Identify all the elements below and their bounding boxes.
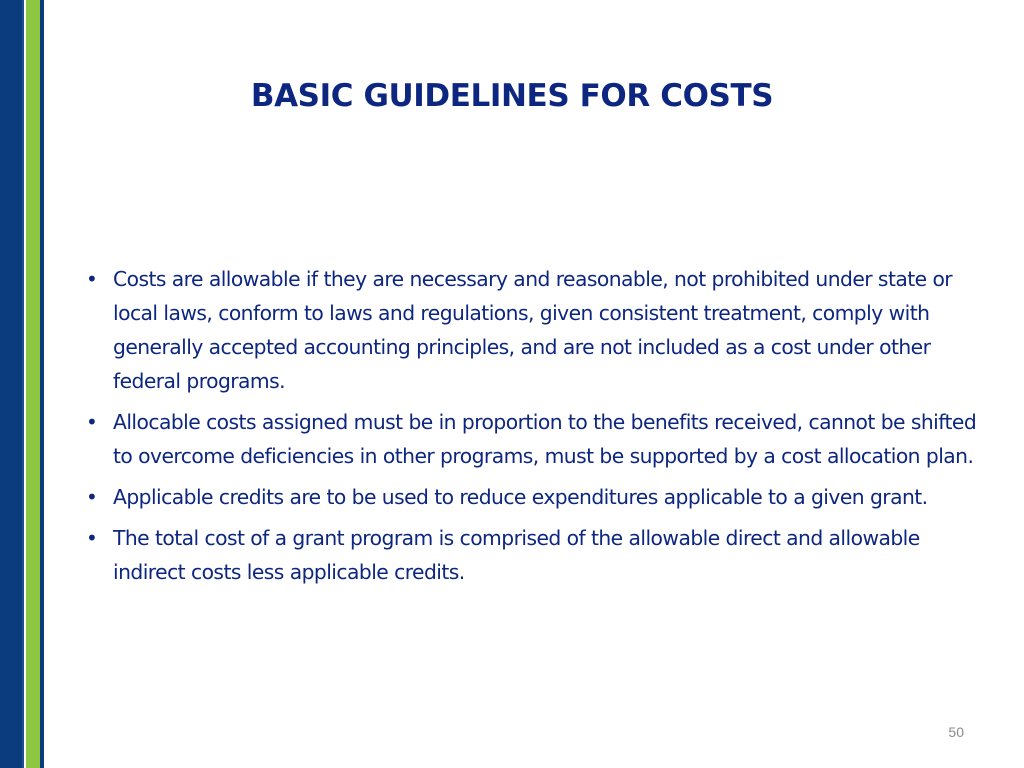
bullet-marker: • <box>86 410 98 434</box>
bullet-list <box>86 262 986 596</box>
left-accent-bar-green <box>26 0 40 768</box>
bullet-marker: • <box>86 267 98 291</box>
bullet-marker: • <box>86 526 98 550</box>
bullet-text: Costs are allowable if they are necessary and reasonable, not prohibited under state or local laws, conform to laws and regulations, given consistent treatment, comply with generally accepted accounting principles, and are not included as a cost under other federal programs. <box>113 267 953 393</box>
bullet-marker: • <box>86 485 98 509</box>
left-accent-bar-blue <box>0 0 24 768</box>
bullet-item <box>86 480 986 514</box>
bullet-item <box>86 262 986 398</box>
left-accent-bar-inner-blue <box>40 0 44 768</box>
bullet-item <box>86 521 986 589</box>
bullet-text: Applicable credits are to be used to reduce expenditures applicable to a given grant. <box>113 485 928 509</box>
bullet-item <box>86 405 986 473</box>
slide-title: BASIC GUIDELINES FOR COSTS <box>250 78 774 114</box>
bullet-text: Allocable costs assigned must be in proportion to the benefits received, cannot be shifted to overcome deficiencies in other programs, must be supported by a cost allocation plan. <box>113 410 977 468</box>
bullet-text: The total cost of a grant program is comprised of the allowable direct and allowable indirect costs less applicable credits. <box>113 526 920 584</box>
page-number: 50 <box>948 724 964 740</box>
